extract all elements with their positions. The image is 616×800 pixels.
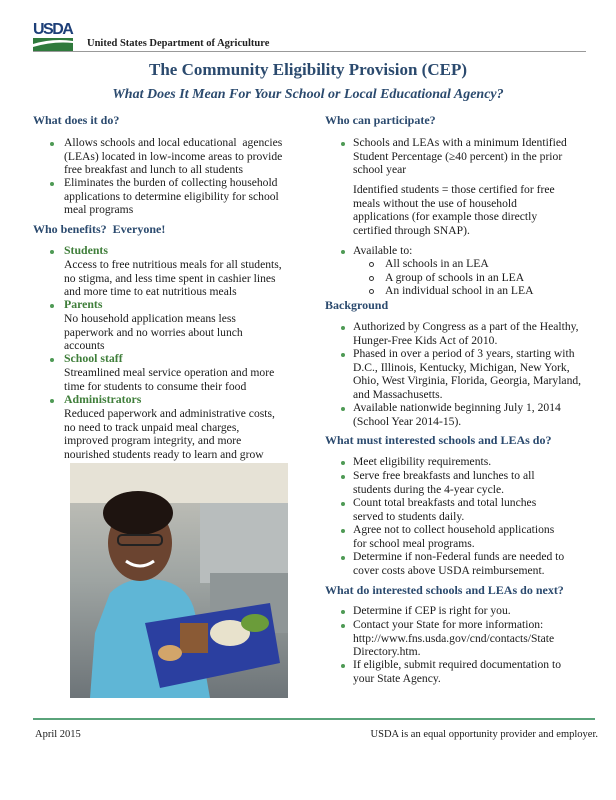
footer-date: April 2015 bbox=[35, 729, 81, 740]
list-item: An individual school in an LEA bbox=[385, 284, 534, 297]
bullet-icon bbox=[50, 142, 54, 146]
identified-note: Identified students = those certified for free meals without the use of household applications (for example those directly certified through SNAP). bbox=[353, 183, 555, 237]
benefit-label: Administrators bbox=[64, 392, 142, 406]
list-item: If eligible, submit required documentation to your State Agency. bbox=[353, 658, 561, 685]
usda-logo-text: USDA bbox=[33, 21, 73, 38]
header-rule bbox=[33, 51, 586, 52]
what-heading: What does it do? bbox=[33, 113, 120, 127]
next-heading: What do interested schools and LEAs do next? bbox=[325, 583, 564, 597]
list-item: Determine if CEP is right for you. bbox=[353, 604, 511, 617]
circle-bullet-icon bbox=[369, 289, 374, 294]
bullet-icon bbox=[341, 353, 345, 357]
bullet-icon bbox=[341, 142, 345, 146]
bullet-icon bbox=[341, 461, 345, 465]
must-heading: What must interested schools and LEAs do? bbox=[325, 433, 552, 447]
circle-bullet-icon bbox=[369, 276, 374, 281]
bullet-icon bbox=[341, 610, 345, 614]
list-item: Eliminates the burden of collecting household applications to determine eligibility for school meal programs bbox=[64, 176, 279, 216]
usda-logo bbox=[33, 22, 73, 50]
bullet-icon bbox=[341, 556, 345, 560]
circle-bullet-icon bbox=[369, 262, 374, 267]
bullet-icon bbox=[341, 529, 345, 533]
benefits-heading: Who benefits? Everyone! bbox=[33, 222, 166, 236]
bullet-icon bbox=[341, 326, 345, 330]
list-item: Meet eligibility requirements. bbox=[353, 455, 492, 468]
benefit-text: Streamlined meal service operation and more time for students to consume their food bbox=[64, 366, 275, 393]
benefit-text: No household application means less paperwork and no worries about lunch accounts bbox=[64, 312, 243, 352]
list-item: Phased in over a period of 3 years, starting with D.C., Illinois, Kentucky, Michigan, New York, Ohio, West Virginia, Florida, Georgia, Maryland, and Massachusetts. bbox=[353, 347, 582, 401]
page-title: The Community Eligibility Provision (CEP) bbox=[149, 60, 467, 79]
usda-logo-hills-icon bbox=[33, 38, 73, 52]
list-item: Count total breakfasts and total lunches served to students daily. bbox=[353, 496, 537, 523]
list-item: Authorized by Congress as a part of the Healthy, Hunger-Free Kids Act of 2010. bbox=[353, 320, 579, 347]
benefit-label: Students bbox=[64, 243, 108, 257]
bullet-icon bbox=[50, 399, 54, 403]
bullet-icon bbox=[50, 304, 54, 308]
bullet-icon bbox=[341, 664, 345, 668]
list-item: Serve free breakfasts and lunches to all students during the 4-year cycle. bbox=[353, 469, 535, 496]
list-item: Agree not to collect household applications for school meal programs. bbox=[353, 523, 555, 550]
student-photo bbox=[70, 463, 288, 698]
bullet-icon bbox=[341, 502, 345, 506]
footer-statement: USDA is an equal opportunity provider and employer. bbox=[370, 729, 598, 740]
list-item: Schools and LEAs with a minimum Identified Student Percentage (≥40 percent) in the prior school year bbox=[353, 136, 567, 176]
bullet-icon bbox=[341, 250, 345, 254]
bullet-icon bbox=[50, 182, 54, 186]
bullet-icon bbox=[50, 250, 54, 254]
benefit-label: Parents bbox=[64, 297, 103, 311]
list-item: Determine if non-Federal funds are needed to cover costs above USDA reimbursement. bbox=[353, 550, 565, 577]
bullet-icon bbox=[50, 358, 54, 362]
list-item: A group of schools in an LEA bbox=[385, 271, 525, 284]
benefit-text: Reduced paperwork and administrative costs, no need to track unpaid meal charges, improved program integrity, and more nourished students ready to learn and grow bbox=[64, 407, 275, 461]
benefit-label: School staff bbox=[64, 351, 123, 365]
bullet-icon bbox=[341, 624, 345, 628]
list-item: Available nationwide beginning July 1, 2014 (School Year 2014-15). bbox=[353, 401, 561, 428]
list-item: All schools in an LEA bbox=[385, 257, 489, 270]
background-heading: Background bbox=[325, 298, 389, 312]
bullet-icon bbox=[341, 475, 345, 479]
footer-rule bbox=[33, 718, 595, 720]
agency-name: United States Department of Agriculture bbox=[87, 38, 270, 49]
list-item: Allows schools and local educational agencies (LEAs) located in low-income areas to provide free breakfast and lunch to all students bbox=[64, 136, 283, 176]
page-subtitle: What Does It Mean For Your School or Local Educational Agency? bbox=[112, 87, 504, 102]
benefit-text: Access to free nutritious meals for all students, no stigma, and less time spent in cashier lines and more time to eat nutritious meals bbox=[64, 258, 282, 298]
list-item: Contact your State for more information: http://www.fns.usda.gov/cnd/contacts/State Directory.htm. bbox=[353, 618, 555, 658]
available-label: Available to: bbox=[353, 244, 413, 257]
participate-heading: Who can participate? bbox=[325, 113, 436, 127]
bullet-icon bbox=[341, 407, 345, 411]
